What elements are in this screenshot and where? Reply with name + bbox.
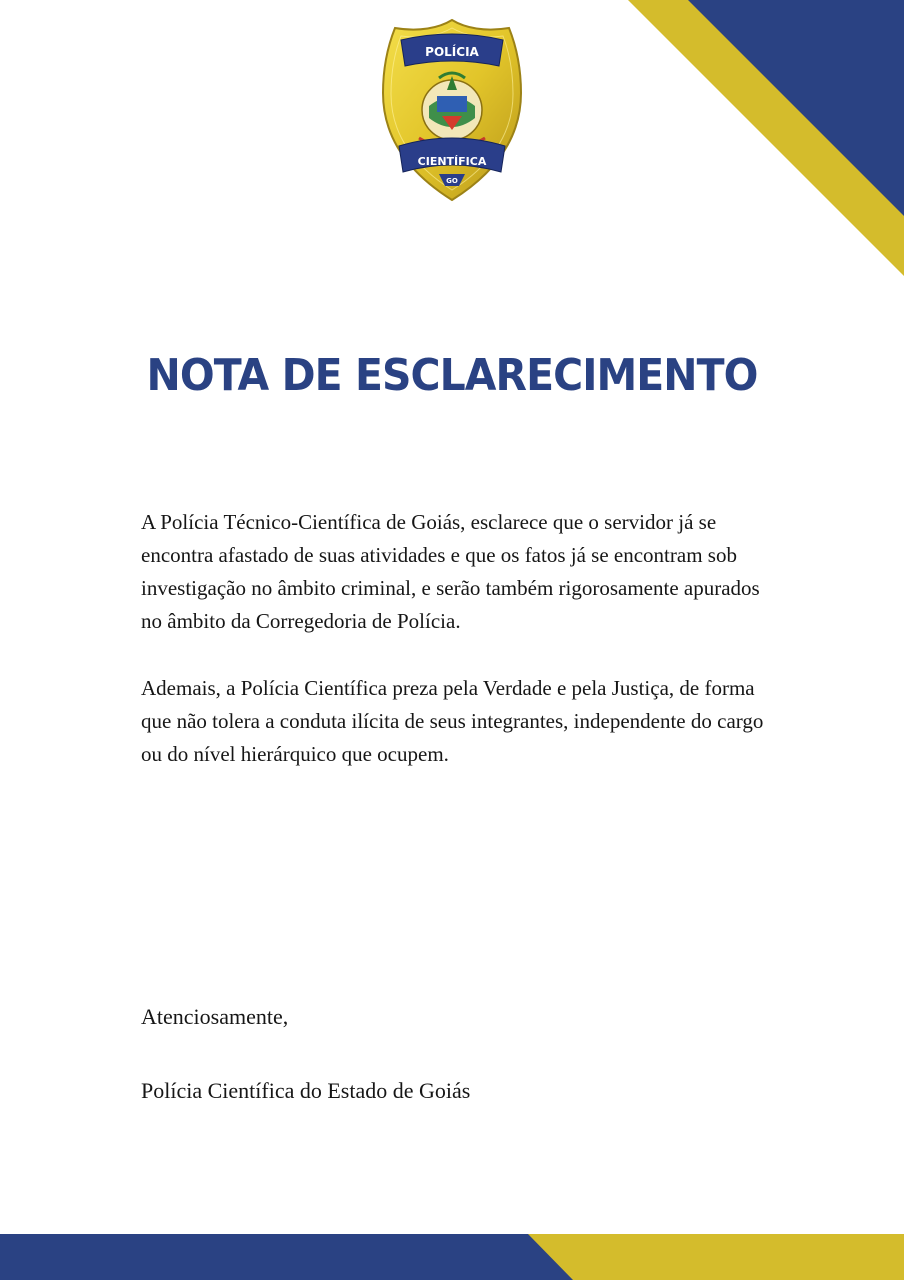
- svg-text:GO: GO: [446, 177, 458, 185]
- signature: Polícia Científica do Estado de Goiás: [141, 1078, 471, 1103]
- svg-text:POLÍCIA: POLÍCIA: [425, 45, 479, 59]
- closing-greeting: Atenciosamente,: [141, 1004, 289, 1029]
- svg-text:CIENTÍFICA: CIENTÍFICA: [417, 155, 487, 168]
- body-paragraph-1: A Polícia Técnico-Científica de Goiás, esclarece que o servidor já se encontra afastado de suas atividades e que os fatos já se encontram sob investigação no âmbito criminal, e serão também rigorosamente apurados no âmbito da Corregedoria de Polícia.: [141, 510, 760, 633]
- page-title: NOTA DE ESCLARECIMENTO: [146, 350, 758, 401]
- policia-cientifica-badge-logo: [379, 18, 525, 202]
- body-paragraph-2: Ademais, a Polícia Científica preza pela Verdade e pela Justiça, de forma que não tolera a conduta ilícita de seus integrantes, independente do cargo ou do nível hierárquico que ocupem.: [141, 676, 764, 766]
